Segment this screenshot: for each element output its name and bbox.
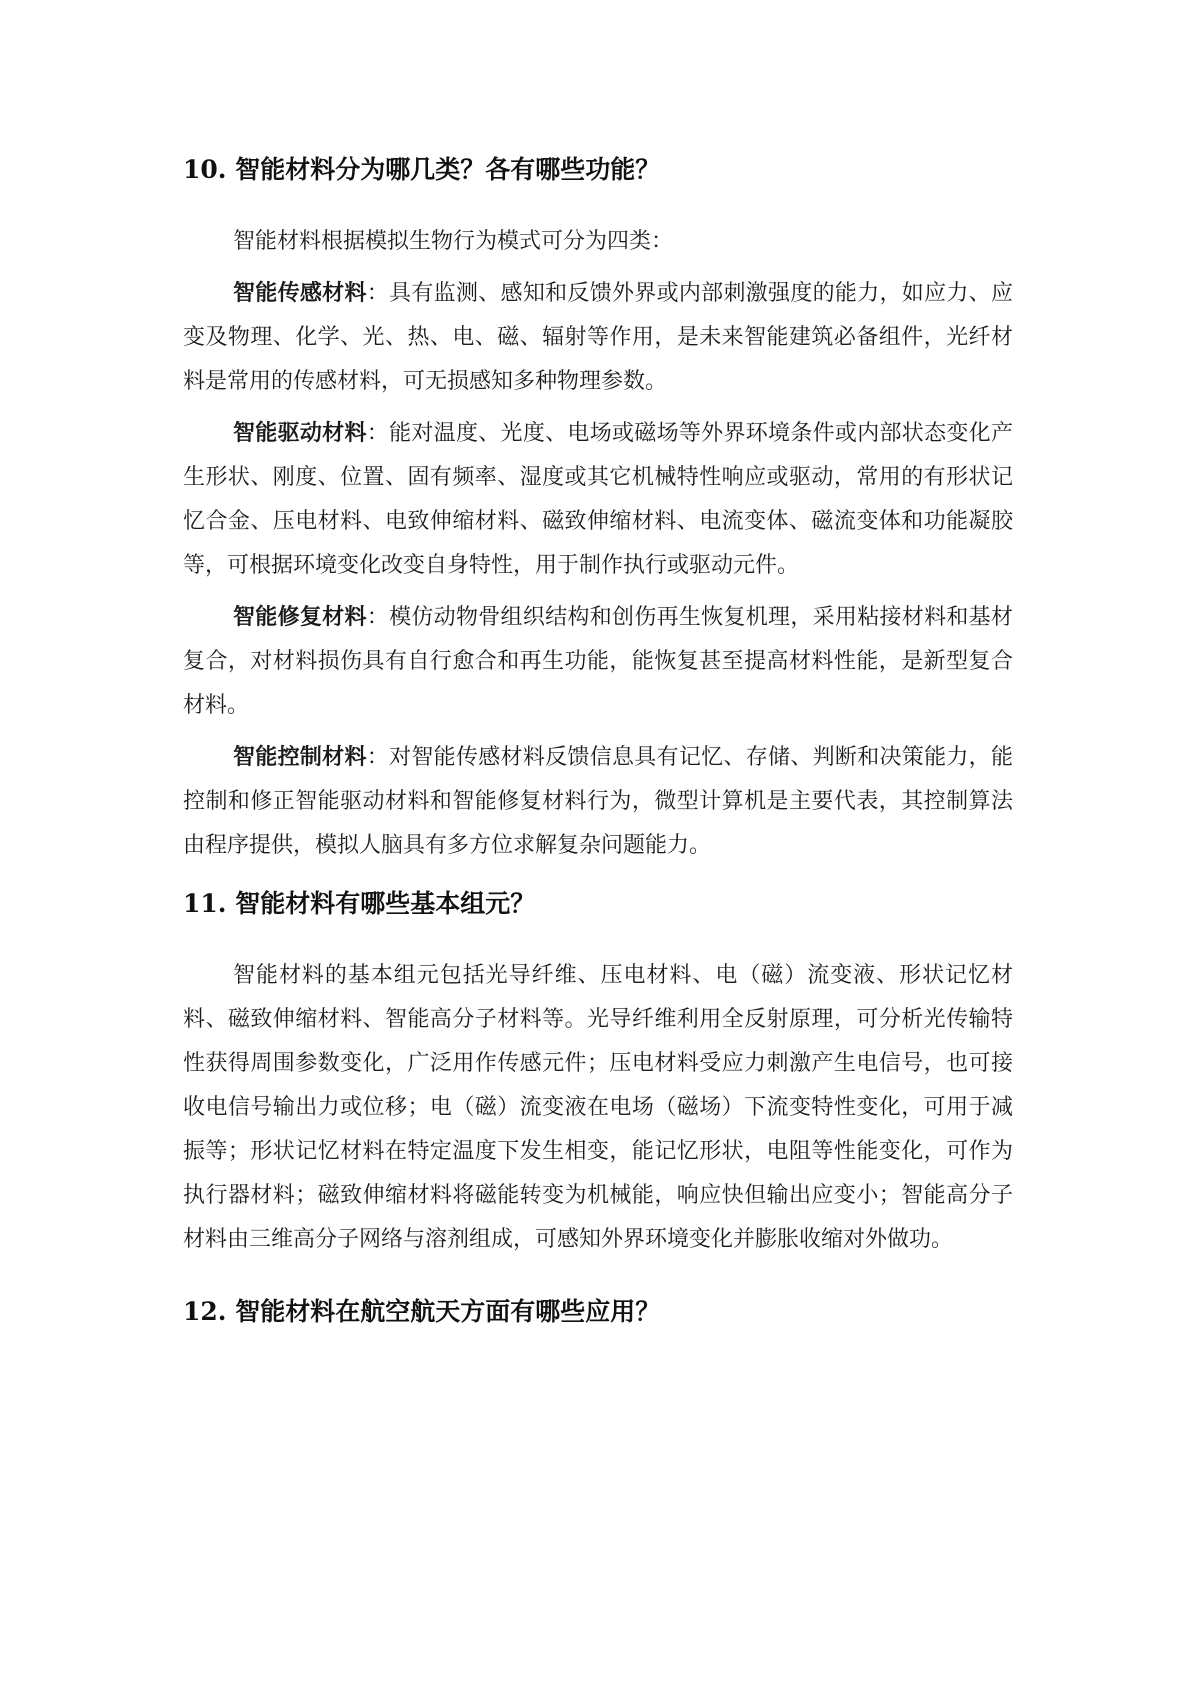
item-term: 智能控制材料	[233, 744, 367, 770]
question-10-heading: 10. 智能材料分为哪几类？各有哪些功能？	[183, 155, 661, 184]
item-term: 智能修复材料	[233, 604, 367, 630]
question-10-intro: 智能材料根据模拟生物行为模式可分为四类：	[233, 229, 674, 254]
question-12-heading: 12. 智能材料在航空航天方面有哪些应用？	[183, 1297, 661, 1326]
item-smart-repair-material	[183, 595, 1013, 728]
item-term: 智能传感材料	[233, 280, 367, 306]
item-text: 对智能传感材料反馈信息具有记忆、存储、判断和决策能力，能控制和修正智能驱动材料和智能修复材料行为，微型计算机是主要代表，其控制算法由程序提供，模拟人脑具有多方位求解复杂问题能力。	[183, 745, 1013, 858]
item-separator: ：	[366, 281, 390, 306]
item-text: 模仿动物骨组织结构和创伤再生恢复机理，采用粘接材料和基材复合，对材料损伤具有自行愈合和再生功能，能恢复甚至提高材料性能，是新型复合材料。	[183, 605, 1013, 718]
item-smart-control-material	[183, 735, 1013, 868]
item-text: 能对温度、光度、电场或磁场等外界环境条件或内部状态变化产生形状、刚度、位置、固有频率、湿度或其它机械特性响应或驱动，常用的有形状记忆合金、压电材料、电致伸缩材料、磁致伸缩材料、电流变体、磁流变体和功能凝胶等，可根据环境变化改变自身特性，用于制作执行或驱动元件。	[183, 421, 1013, 578]
question-11-heading: 11. 智能材料有哪些基本组元？	[183, 889, 536, 918]
item-separator: ：	[366, 421, 390, 446]
item-smart-sensing-material	[183, 271, 1013, 404]
item-term: 智能驱动材料	[233, 420, 367, 446]
question-11-body: 智能材料的基本组元包括光导纤维、压电材料、电（磁）流变液、形状记忆材料、磁致伸缩材料、智能高分子材料等。光导纤维利用全反射原理，可分析光传输特性获得周围参数变化，广泛用作传感元件；压电材料受应力刺激产生电信号，也可接收电信号输出力或位移；电（磁）流变液在电场（磁场）下流变特性变化，可用于减振等；形状记忆材料在特定温度下发生相变，能记忆形状，电阻等性能变化，可作为执行器材料；磁致伸缩材料将磁能转变为机械能，响应快但输出应变小；智能高分子材料由三维高分子网络与溶剂组成，可感知外界环境变化并膨胀收缩对外做功。	[183, 963, 1013, 1252]
item-separator: ：	[366, 605, 390, 630]
item-text: 具有监测、感知和反馈外界或内部刺激强度的能力，如应力、应变及物理、化学、光、热、电、磁、辐射等作用，是未来智能建筑必备组件，光纤材料是常用的传感材料，可无损感知多种物理参数。	[183, 281, 1013, 394]
item-separator: ：	[366, 745, 390, 770]
document-content	[183, 148, 1013, 1334]
item-smart-actuating-material	[183, 411, 1013, 588]
